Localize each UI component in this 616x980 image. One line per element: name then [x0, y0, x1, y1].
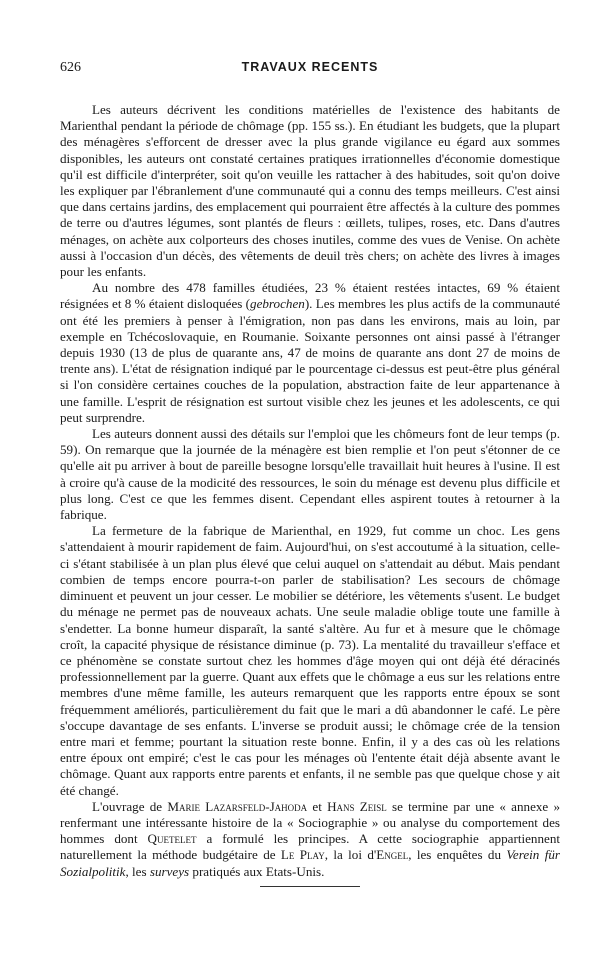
author-lazarsfeld-jahoda: Marie Lazarsfeld-Jahoda: [167, 798, 308, 814]
paragraph-4: La fermeture de la fabrique de Marienthal, en 1929, fut comme un choc. Les gens s'attendaient à mourir rapidement de faim. Aujourd'hui, on s'est accoutumé à la situation, celle-ci s'étant stabilisée à un plan plus élevé que celui auquel on s'attendait au début. Mais pendant combien de temps encore pourra-t-on parler de stabilisation? Les secours de chômage diminuent et peuvent un jour cesser. Le mobilier se détériore, les vêtements s'usent. Le budget du ménage ne permet pas de nouveaux achats. Une seule maladie oblige toute une famille à s'endetter. La bonne humeur disparaît, la santé s'altère. Au fur et à mesure que le chômage croît, la capacité physique de résistance diminue (p. 73). La mentalité du travailleur s'efface et ce phénomène se constate surtout chez les hommes d'âge moyen qui ont déjà été déracinés professionnellement par la guerre. Quant aux effets que le chômage a eus sur les relations entre membres d'une même famille, les auteurs remarquent que les rapports entre époux se sont fréquemment améliorés, particulièrement du fait que le mari a dû abandonner le café. Le père s'occupe davantage de ses enfants. L'inverse se produit aussi; le chômage crée de la tension entre mari et femme; pourtant la situation reste bonne. Enfin, il y a des cas où les relations entre époux ont empiré; c'est le cas pour les ménages où l'entente était déjà absente avant le chômage. Quant aux rapports entre parents et enfants, il ne semble pas que quelque chose y ait été changé.: [60, 523, 560, 798]
name-engel: Engel: [376, 847, 409, 863]
paragraph-5: [60, 799, 560, 880]
term-verein: Verein für Sozialpolitik: [60, 847, 560, 879]
paragraph-5-text-b: et: [307, 798, 328, 814]
name-quetelet: Quetelet: [147, 831, 197, 847]
name-le-play: Le Play: [280, 847, 325, 863]
closing-rule: [260, 886, 360, 887]
paragraph-2-text-a: Au nombre des 478 familles étudiées, 23 % étaient restées intactes, 69 % étaient résignées et 8 % étaient disloquées (: [60, 280, 560, 312]
paragraph-5-text-f: , les enquêtes du: [408, 847, 507, 863]
page-number: 626: [60, 60, 81, 75]
paragraph-5-text-g: , les: [125, 863, 150, 879]
paragraph-1: Les auteurs décrivent les conditions matérielles de l'existence des habitants de Marienthal pendant la période de chômage (pp. 155 ss.). En étudiant les budgets, que la plupart des ménagères s'efforcent de dresser avec la plus grande vigilance eu égard aux sommes disponibles, les auteurs ont constaté certaines pratiques irrationnelles d'économie domestique qu'il est difficile d'interpréter, soit qu'on veuille les rattacher à des habitudes, soit qu'on doive les expliquer par l'ébranlement d'une communauté qui a connu des temps meilleurs. C'est ainsi que dans certains jardins, des emplacement qui pourraient être affectés à la culture des pommes de terre ou d'autres légumes, sont plantés de fleurs : œillets, tulipes, roses, etc. Dans d'autres ménages, on achète aux colporteurs des choses inutiles, comme des vues de Venise. On achète aussi à l'occasion d'un décès, des vêtements de deuil très chers; on achète des livres à images pour les enfants.: [60, 102, 560, 280]
paragraph-5-text-h: pratiqués aux Etats-Unis.: [189, 863, 325, 879]
paragraph-3: Les auteurs donnent aussi des détails sur l'emploi que les chômeurs font de leur temps (p. 59). On remarque que la journée de la ménagère est bien remplie et l'on peut s'étonner de ce qu'elle ait pu arriver à bout de pareille besogne lorsqu'elle travaillait huit heures à l'usine. Il est à croire qu'à cause de la modicité des ressources, le soin du ménage est devenu plus difficile et plus long. C'est ce que les femmes disent. Cependant elles aspirent toutes à retourner à la fabrique.: [60, 426, 560, 523]
running-head: TRAVAUX RECENTS: [241, 60, 379, 74]
document-page: [60, 60, 560, 887]
paragraph-2-text-b: ). Les membres les plus actifs de la communauté ont été les premiers à penser à l'émigration, non pas dans les environs, mais au loin, par exemple en Tchécoslovaquie, en Roumanie. Soixante personnes ont ainsi passé à l'étranger depuis 1930 (13 de plus de quarante ans, 47 de moins de quarante ans dont 27 de moins de trente ans). L'état de résignation indiqué par le pourcentage ci-dessus est peut-être plus général si l'on considère certaines couches de la population, abstraction faite de leur appartenance à une famille. L'esprit de résignation est surtout visible chez les jeunes et les adolescents, ce qui peut surprendre.: [60, 296, 561, 425]
paragraph-5-text-c: se termine par une « annexe » renfermant une intéressante histoire de la « Sociographie » ou analyse du comportement des hommes dont: [60, 798, 561, 847]
term-surveys: surveys: [149, 863, 190, 879]
paragraph-5-text-d: a formulé les principes. A cette sociographie appartiennent naturellement la méthode budgétaire de: [60, 831, 561, 863]
article-body: [60, 102, 560, 887]
term-gebrochen: gebrochen: [250, 296, 305, 312]
paragraph-2: [60, 280, 560, 426]
paragraph-5-text-a: L'ouvrage de: [92, 798, 168, 814]
paragraph-5-text-e: , la loi d': [324, 847, 377, 863]
page-header: [60, 60, 560, 82]
author-zeisl: Hans Zeisl: [327, 798, 387, 814]
